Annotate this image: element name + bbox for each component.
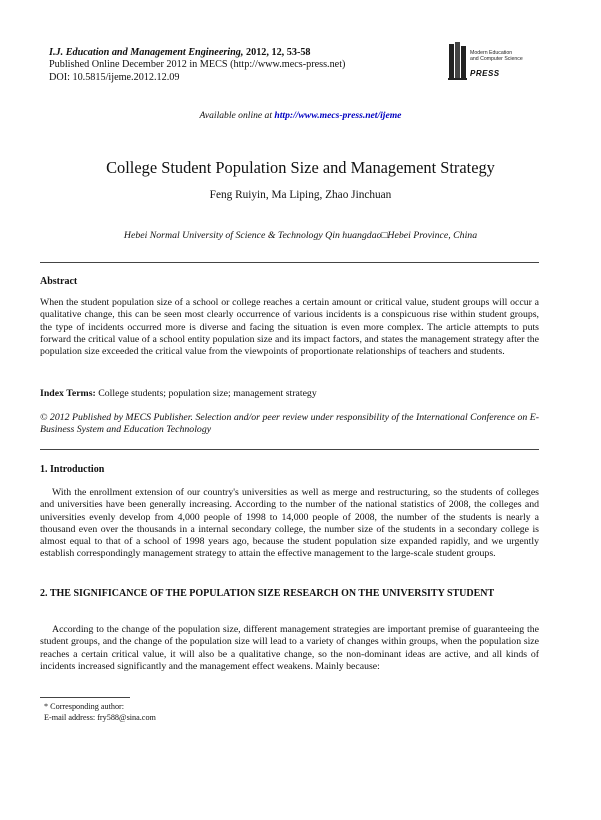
journal-volume: 2012, 12, 53-58 <box>243 47 311 58</box>
journal-header <box>49 47 345 84</box>
journal-url-link[interactable]: http://www.mecs-press.net/ijeme <box>274 110 402 121</box>
index-terms <box>40 388 539 400</box>
journal-citation <box>49 47 345 59</box>
doi-line: DOI: 10.5815/ijeme.2012.12.09 <box>49 71 180 83</box>
paper-affiliation: Hebei Normal University of Science & Technology Qin huangdao□Hebei Province, China <box>123 230 478 241</box>
section-2-text: According to the change of the population size, different management strategies are important premise of guaranteeing the student groups, and the change of the population size will lead to a variety of changes within groups, when the population size reaches a certain critical value, it will also be a qualitative change, so the non-dominant ideas are active, and all kinds of incidents increased significantly and the management effect weakens. Mainly because: <box>40 624 539 672</box>
footnote-email: E-mail address: fry588@sina.com <box>44 712 156 722</box>
abstract-heading: Abstract <box>40 276 78 287</box>
journal-title: I.J. Education and Management Engineering, <box>49 47 244 58</box>
publisher-logo <box>448 40 548 84</box>
divider-bottom <box>40 449 539 450</box>
logo-line2: and Computer Science <box>470 56 523 62</box>
footnote <box>44 702 156 723</box>
footnote-corresponding: * Corresponding author: <box>44 702 125 711</box>
abstract-text: When the student population size of a school or college reaches a certain amount or critical value, student groups will occur a qualitative change, this can be seen most clearly occurrence of various incidents is a conspicuous rise within student groups, the type of incidents occurred more is diverse and facing the situation is even more complex. The article attempts to puts forward the critical value of a school entity population size and its impact factors, and states the management strategy after the population size exceeded the critical value from the viewpoints of proportionate relationships of teachers and students. <box>40 297 539 358</box>
index-terms-value: College students; population size; management strategy <box>95 388 317 399</box>
paper-authors: Feng Ruiyin, Ma Liping, Zhao Jinchuan <box>209 189 392 201</box>
divider-top <box>40 262 539 263</box>
paper-title: College Student Population Size and Management Strategy <box>106 158 495 177</box>
available-prefix: Available online at <box>199 110 275 121</box>
published-line: Published Online December 2012 in MECS (http://www.mecs-press.net) <box>49 59 346 71</box>
section-2-heading: 2. THE SIGNIFICANCE OF THE POPULATION SIZE RESEARCH ON THE UNIVERSITY STUDENT <box>40 588 495 599</box>
copyright-notice: © 2012 Published by MECS Publisher. Selection and/or peer review under responsibility of the International Conference on E-Business System and Education Technology <box>40 412 539 436</box>
section-1-heading: 1. Introduction <box>40 464 105 475</box>
books-icon <box>448 40 468 82</box>
section-1-text: With the enrollment extension of our country's universities as well as merge and restructuring, so the students of colleges and universities have been generally increasing. According to the number of the national statistics of 2008, the colleges and universities evenly develop from 4,000 people of 1998 to 14,000 people of 2008, the number of the students is nearly a thousand even over the thousands in a internal secondary college, the number size of the students in a secondary college is almost equal to that of a school of 1998 years ago, because the student population size expanded rapidly, and we urgently establish correspondingly management strategy to attain the effective management to the large-scale student groups. <box>40 487 539 560</box>
available-online <box>0 110 601 121</box>
footnote-rule <box>40 697 130 698</box>
logo-press: PRESS <box>470 69 500 78</box>
index-terms-label: Index Terms: <box>40 388 96 399</box>
logo-text <box>470 50 523 62</box>
logo-line1: Modern Education <box>470 50 513 56</box>
